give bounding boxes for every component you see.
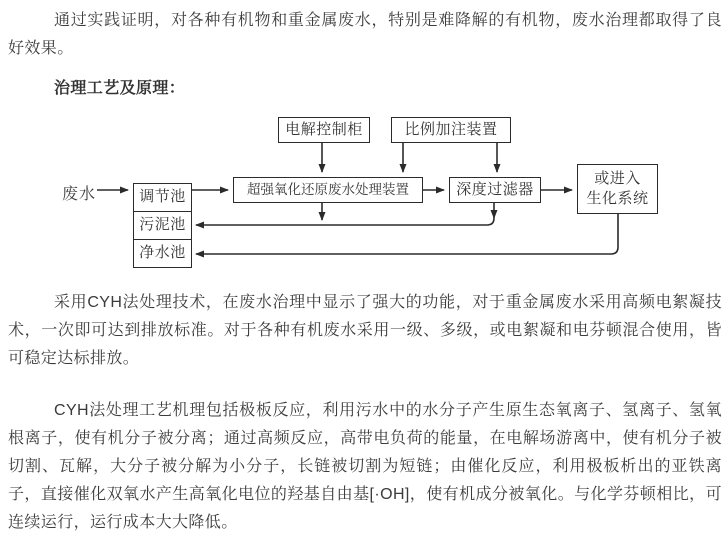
paragraph-cyh-application: 采用CYH法处理技术，在废水治理中显示了强大的功能，对于重金属废水采用高频电絮凝技术，一次即可达到排放标准。对于各种有机废水采用一级、多级，或电絮凝和电芬顿混合使用，皆可稳定达标排放。 (8, 294, 722, 367)
flowchart-box-label-line2: 生化系统 (586, 190, 649, 207)
flowchart-box-adjust-pool (133, 183, 192, 212)
flowchart-box-label: 净水池 (139, 244, 186, 262)
flowchart-box-sludge-pool (133, 211, 192, 240)
flowchart-box-clean-water-pool (133, 239, 192, 268)
flowchart-label-wastewater: 废水 (62, 186, 97, 203)
paragraph-cyh-mechanism: CYH法处理工艺机理包括极板反应，利用污水中的水分子产生原生态氧离子、氢离子、氢氧根离子，使有机分子被分离；通过高频反应，高带电负荷的能量，在电解场游离中，使有机分子被切割、瓦解，大分子被分解为小分子，长链被切割为短链；由催化反应，利用极板析出的亚铁离子，直接催化双氧水产生高氧化电位的羟基自由基[·OH]，使有机成分被氧化。与化学芬顿相比，可连续运行，运行成本大大降低。 (8, 402, 722, 531)
flowchart-box-oxidation-unit (233, 177, 423, 203)
flowchart-box-label: 调节池 (139, 188, 186, 206)
flowchart-box-label: 比例加注装置 (404, 120, 498, 138)
flowchart-box-bio-system (577, 164, 658, 214)
flowchart-box-label-line1: 或进入 (594, 170, 641, 187)
flowchart-box-proportional-dosing (391, 117, 511, 143)
connector-bio-system-to-clean-water-pool (196, 214, 618, 254)
flowchart-box-electrolysis-control (278, 117, 370, 143)
connector-sludge-line-to-sludge-pool (196, 218, 494, 225)
flowchart-box-label: 超强氧化还原废水处理装置 (247, 181, 409, 197)
paragraph-intro: 通过实践证明，对各种有机物和重金属废水，特别是难降解的有机物，废水治理都取得了良好效果。 (8, 12, 722, 57)
flowchart-box-depth-filter (449, 177, 541, 203)
flowchart-treatment-process (0, 109, 728, 281)
flowchart-box-label: 深度过滤器 (456, 180, 534, 198)
flowchart-box-label: 污泥池 (139, 216, 186, 234)
flowchart-box-label: 电解控制柜 (285, 120, 363, 138)
heading-treatment-process: 治理工艺及原理： (54, 80, 186, 97)
